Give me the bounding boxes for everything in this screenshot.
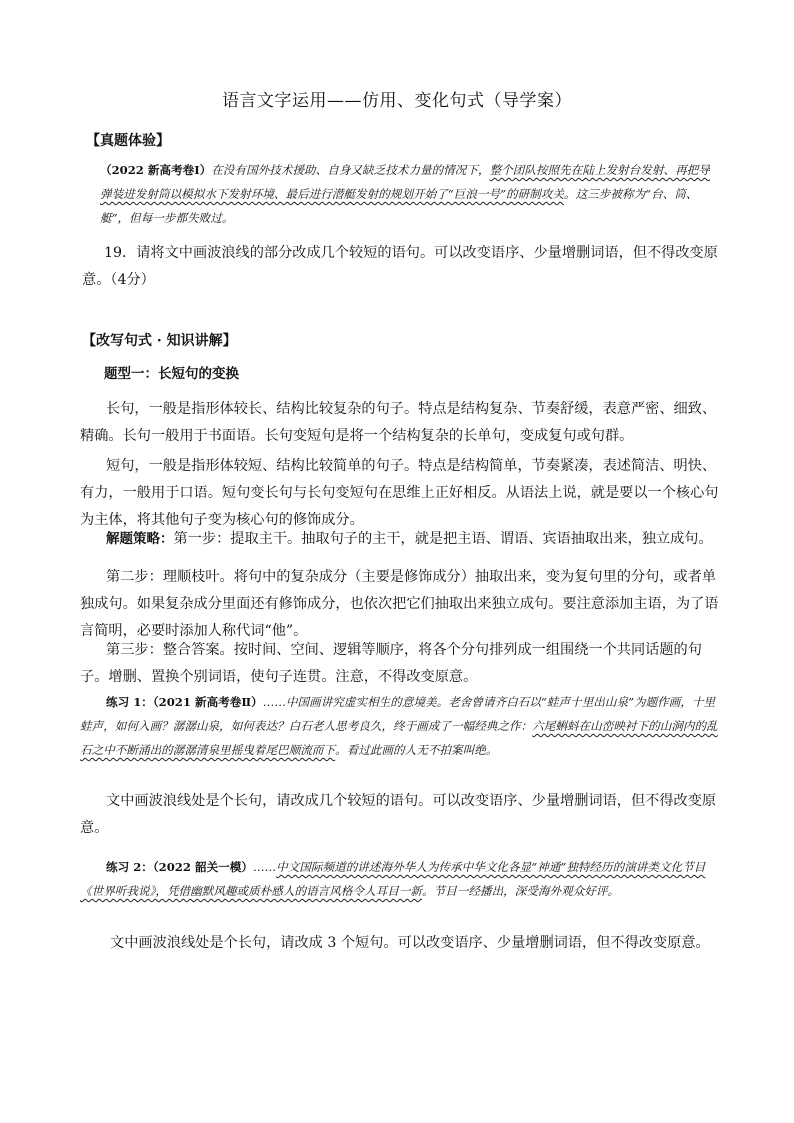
exercise-1-label: 练习 1：（2021 新高考卷Ⅱ） — [106, 695, 263, 709]
paragraph-short-sentence: 短句，一般是指形体较短、结构比较简单的句子。特点是结构简单，节奏紧凑，表述简洁、明快、有力，一般用于口语。短句变长句与长句变短句在思维上正好相反。从语法上说，就是要以一个核心句为主体，将其他句子变为核心句的修饰成分。 — [80, 458, 719, 528]
step1-text: 第一步：提取主干。抽取句子的主干，就是把主语、谓语、宾语抽取出来，独立成句。 — [173, 531, 713, 547]
passage-text-before: 在没有国外技术援助、自身又缺乏技术力量的情况下， — [211, 163, 490, 177]
exercise-1-wavy: 六尾蝌蚪在山峦映衬下的山涧内的乱石之中不断涌出的潺潺清泉里摇曳着尾巴顺流而下 — [80, 719, 718, 757]
exercise-1-question: 文中画波浪线处是个长句，请改成几个较短的语句。可以改变语序、少量增删词语，但不得改变原意。 — [80, 793, 717, 836]
strategy-step3: 第三步：整合答案。按时间、空间、逻辑等顺序，将各个分句排列成一组围绕一个共同话题的句子。增删、置换个别词语，使句子连贯。注意，不得改变原意。 — [80, 642, 702, 685]
exam-passage — [100, 158, 720, 230]
exercise-2-text-before: …… — [252, 860, 277, 874]
strategy-step1 — [80, 526, 722, 553]
passage-text-after: 。这三步被称为“台、筒、艇”，但每一步都失败过。 — [100, 187, 698, 225]
question-19: 19．请将文中画波浪线的部分改成几个较短的语句。可以改变语序、少量增删词语，但不得改变原意。（4分） — [82, 245, 718, 288]
exercise-2-text-after: 。节目一经播出，深受海外观众好评。 — [422, 884, 620, 898]
page-title: 语言文字运用——仿用、变化句式（导学案） — [222, 91, 572, 111]
type-heading: 题型一：长短句的变换 — [104, 366, 239, 382]
wavy-underlined-passage: 整个团队按照先在陆上发射台发射、再把导弹装进发射筒以模拟水下发射环境、最后进行潜艇发射的规划开始了“巨浪一号”的研制攻关 — [100, 163, 710, 201]
section-heading-real-exam: 【真题体验】 — [86, 133, 170, 149]
strategy-step2: 第二步：理顺枝叶。将句中的复杂成分（主要是修饰成分）抽取出来，变为复句里的分句，或者单独成句。如果复杂成分里面还有修饰成分，也依次把它们抽取出来独立成句。要注意添加主语，为了语言简明，必要时添加人称代词“他”。 — [80, 569, 719, 639]
exercise-2-passage — [80, 855, 722, 903]
strategy-label: 解题策略： — [106, 531, 174, 547]
exercise-1-text-after: 。看过此画的人无不拍案叫绝。 — [335, 743, 498, 757]
exercise-1-passage — [80, 690, 722, 762]
section-heading-knowledge: 【改写句式 · 知识讲解】 — [82, 333, 237, 349]
paragraph-long-sentence: 长句，一般是指形体较长、结构比较复杂的句子。特点是结构复杂、节奏舒缓，表意严密、细致、精确。长句一般用于书面语。长句变短句是将一个结构复杂的长单句，变成复句或句群。 — [80, 401, 717, 444]
exercise-2-label: 练习 2：（2022 韶关一模） — [106, 860, 253, 874]
exercise-2-wavy: 中文国际频道的讲述海外华人为传承中华文化各显“神通”独特经历的演讲类文化节目《世界听我说》，凭借幽默风趣或质朴感人的语言风格令人耳目一新 — [80, 860, 706, 898]
exam-source: （2022 新高考卷Ⅰ） — [100, 163, 212, 177]
exercise-2-question: 文中画波浪线处是个长句，请改成 3 个短句。可以改变语序、少量增删词语，但不得改变原意。 — [110, 935, 710, 951]
exercise-1-text-before: ……中国画讲究虚实相生的意境美。老舍曾请齐白石以“蛙声十里出山泉”为题作画，十里蛙声，如何入画？潺潺山泉，如何表达？白石老人思考良久，终于画成了一幅经典之作： — [80, 695, 716, 733]
